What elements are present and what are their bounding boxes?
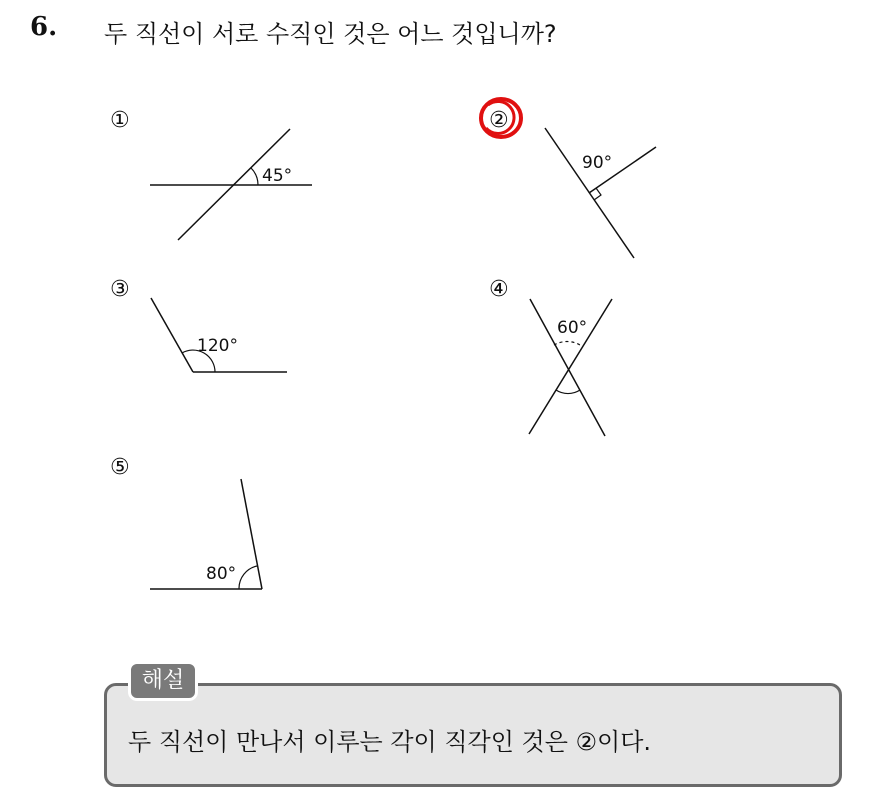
- explanation-text: 두 직선이 만나서 이루는 각이 직각인 것은 ②이다.: [128, 728, 652, 756]
- explanation-tag: 해설: [128, 661, 198, 701]
- figure-5-label: 80°: [206, 564, 237, 584]
- figure-3-angle-120: [151, 298, 287, 372]
- figure-2-angle-90: [545, 128, 656, 258]
- choice-5-marker[interactable]: ⑤: [110, 455, 130, 480]
- figure-2-label: 90°: [582, 153, 613, 173]
- choice-1-marker[interactable]: ①: [110, 108, 130, 133]
- choice-4-marker[interactable]: ④: [489, 277, 509, 302]
- question-number: 6.: [30, 12, 58, 42]
- figure-3-label: 120°: [197, 336, 238, 356]
- figure-4-label: 60°: [557, 318, 588, 338]
- figure-1-label: 45°: [262, 166, 293, 186]
- choice-3-marker[interactable]: ③: [110, 277, 130, 302]
- question-text: 두 직선이 서로 수직인 것은 어느 것입니까?: [104, 20, 557, 48]
- answer-circle-mark: [481, 99, 521, 137]
- choice-2-marker[interactable]: ②: [489, 108, 509, 133]
